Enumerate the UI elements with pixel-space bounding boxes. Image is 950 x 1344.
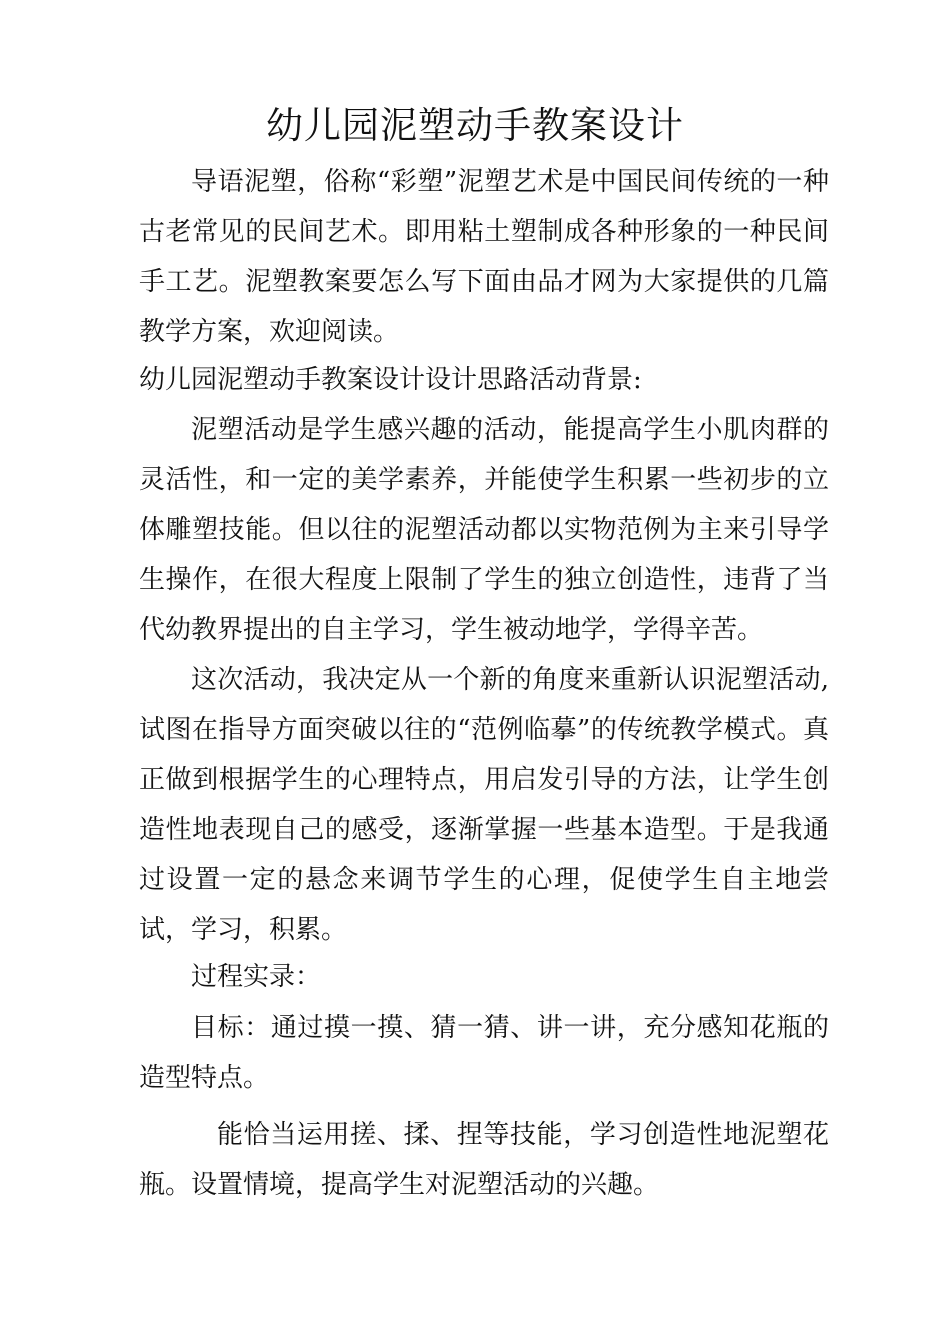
paragraph-heading-background: 幼儿园泥塑动手教案设计设计思路活动背景:: [139, 365, 642, 395]
paragraph-background: 泥塑活动是学生感兴趣的活动，能提高学生小肌肉群的灵活性，和一定的美学素养，并能使学生积累一些初步的立体雕塑技能。但以往的泥塑活动都以实物范例为主来引导学生操作，在很大程度上限制了学生的独立创造性，违背了当代幼教界提出的自主学习，学生被动地学，学得辛苦。: [139, 415, 829, 645]
paragraph-process-heading: 过程实录：: [191, 962, 322, 992]
paragraph-approach: 这次活动，我决定从一个新的角度来重新认识泥塑活动,试图在指导方面突破以往的“范例临摹”的传统教学模式。真正做到根据学生的心理特点，用启发引导的方法，让学生创造性地表现自己的感受，逐渐掌握一些基本造型。于是我通过设置一定的悬念来调节学生的心理，促使学生自主地尝试，学习，积累。: [139, 665, 829, 945]
paragraph-goal-1: 目标：通过摸一摸、猜一猜、讲一讲，充分感知花瓶的造型特点。: [139, 1013, 829, 1093]
paragraph-goal-2: 能恰当运用搓、揉、捏等技能，学习创造性地泥塑花瓶。设置情境，提高学生对泥塑活动的兴趣。: [139, 1120, 829, 1200]
document-title: 幼儿园泥塑动手教案设计: [266, 104, 684, 147]
paragraph-intro: 导语泥塑，俗称“彩塑”泥塑艺术是中国民间传统的一种古老常见的民间艺术。即用粘土塑制成各种形象的一种民间手工艺。泥塑教案要怎么写下面由品才网为大家提供的几篇教学方案，欢迎阅读。: [139, 167, 829, 347]
